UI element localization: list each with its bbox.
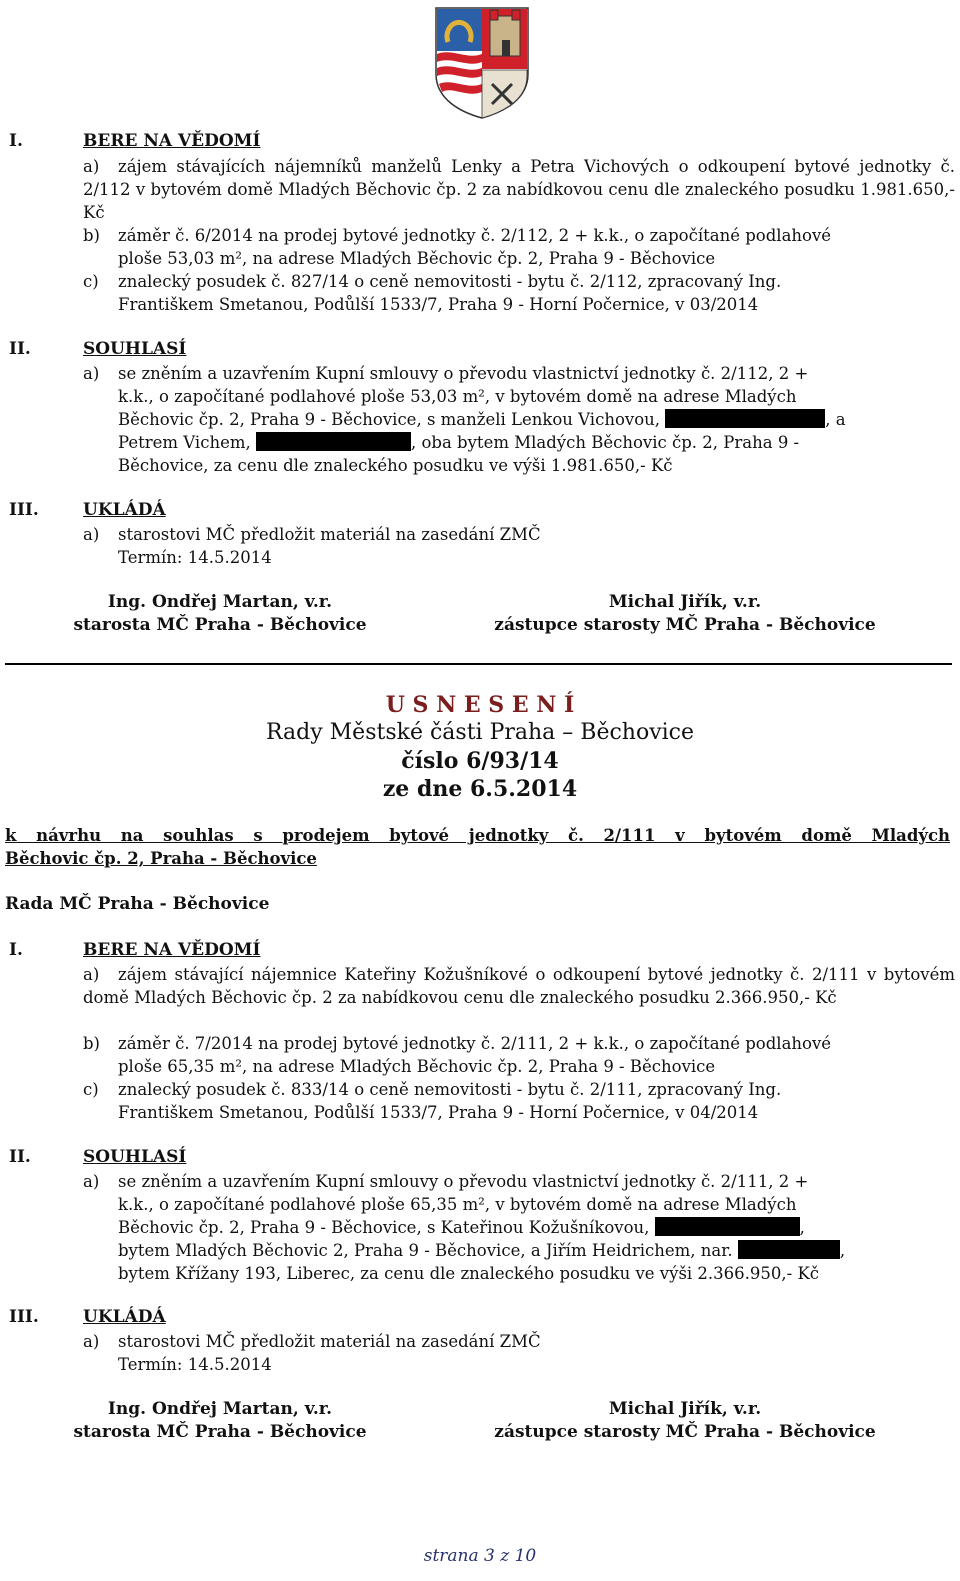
redaction-bar	[256, 432, 411, 451]
list-item	[83, 1330, 955, 1353]
item-text: záměr č. 6/2014 na prodej bytové jednotky č. 2/112, 2 + k.k., o započítané podlahové	[118, 226, 832, 245]
section-title: BERE NA VĚDOMÍ	[83, 940, 261, 960]
item-text: ploše 53,03 m², na adrese Mladých Běchovic čp. 2, Praha 9 - Běchovice	[118, 249, 716, 268]
item-label: a)	[83, 965, 100, 984]
signature-role: zástupce starosty MČ Praha - Běchovice	[494, 615, 876, 635]
item-text-part: ,	[799, 1218, 805, 1237]
redaction-bar	[738, 1240, 840, 1259]
list-item	[83, 1078, 955, 1101]
signature-name: Michal Jiřík, v.r.	[608, 592, 762, 612]
item-text: starostovi MČ předložit materiál na zasedání ZMČ	[118, 1332, 541, 1351]
section-number: III.	[9, 500, 39, 520]
item-text	[118, 1216, 955, 1239]
section-number: II.	[9, 339, 31, 359]
list-item	[83, 270, 955, 293]
item-text-part: bytem Mladých Běchovic 2, Praha 9 - Běchovice, a Jiřím Heidrichem, nar.	[118, 1241, 733, 1260]
list-item	[83, 362, 955, 385]
item-label: c)	[83, 1080, 99, 1099]
item-text: ploše 65,35 m², na adrese Mladých Běchovic čp. 2, Praha 9 - Běchovice	[118, 1057, 716, 1076]
item-label: a)	[83, 1332, 100, 1351]
signature-name: Ing. Ondřej Martan, v.r.	[107, 1399, 333, 1419]
list-item	[83, 523, 955, 546]
redaction-bar	[655, 1217, 800, 1236]
item-text: záměr č. 7/2014 na prodej bytové jednotky č. 2/111, 2 + k.k., o započítané podlahové	[118, 1034, 832, 1053]
item-text: znalecký posudek č. 827/14 o ceně nemovitosti - bytu č. 2/112, zpracovaný Ing.	[118, 272, 782, 291]
council-name: Rada MČ Praha - Běchovice	[5, 894, 270, 914]
item-text	[118, 1239, 955, 1262]
item-text: se zněním a uzavřením Kupní smlouvy o převodu vlastnictví jednotky č. 2/111, 2 +	[118, 1172, 809, 1191]
section-title: SOUHLASÍ	[83, 339, 187, 359]
resolution-heading: U S N E S E N Í	[385, 692, 575, 718]
coat-of-arms-icon	[432, 4, 532, 120]
item-text: zájem stávajících nájemníků manželů Lenky a Petra Vichových o odkoupení bytové jednotky č. 2/112 v bytovém domě Mladých Běchovic čp. 2 za nabídkovou cenu dle znaleckého posudku 1.981.650,- Kč	[83, 157, 955, 222]
resolution-number: číslo 6/93/14	[401, 748, 559, 774]
signature-role: starosta MČ Praha - Běchovice	[73, 615, 367, 635]
item-text: Františkem Smetanou, Podůlší 1533/7, Praha 9 - Horní Počernice, v 04/2014	[118, 1103, 759, 1122]
item-text-part: Petrem Vichem,	[118, 433, 251, 452]
resolution-date: ze dne 6.5.2014	[382, 776, 578, 802]
item-text: se zněním a uzavřením Kupní smlouvy o převodu vlastnictví jednotky č. 2/112, 2 +	[118, 364, 809, 383]
signature-name: Michal Jiřík, v.r.	[608, 1399, 762, 1419]
deadline: Termín: 14.5.2014	[118, 548, 272, 567]
item-label: b)	[83, 1034, 100, 1053]
item-label: a)	[83, 525, 100, 544]
item-label: a)	[83, 157, 100, 176]
item-text: k.k., o započítané podlahové ploše 65,35 m², v bytovém domě na adrese Mladých	[118, 1195, 797, 1214]
item-text-part: , a	[825, 410, 846, 429]
signature-role: starosta MČ Praha - Běchovice	[73, 1422, 367, 1442]
section-title: UKLÁDÁ	[83, 1307, 166, 1327]
redaction-bar	[665, 409, 825, 428]
item-text: starostovi MČ předložit materiál na zasedání ZMČ	[118, 525, 541, 544]
item-text	[118, 431, 955, 454]
list-item	[83, 224, 955, 247]
resolution-subject: Běchovic čp. 2, Praha - Běchovice	[5, 849, 317, 868]
item-text: k.k., o započítané podlahové ploše 53,03 m², v bytovém domě na adrese Mladých	[118, 387, 797, 406]
item-label: c)	[83, 272, 99, 291]
item-text: Běchovice, za cenu dle znaleckého posudku ve výši 1.981.650,- Kč	[118, 456, 673, 475]
divider	[5, 663, 952, 665]
item-label: a)	[83, 364, 100, 383]
section-number: III.	[9, 1307, 39, 1327]
signature-role: zástupce starosty MČ Praha - Běchovice	[494, 1422, 876, 1442]
page-number: strana 3 z 10	[423, 1546, 537, 1566]
item-text-part: Běchovic čp. 2, Praha 9 - Běchovice, s manželi Lenkou Vichovou,	[118, 410, 661, 429]
list-item	[83, 155, 955, 224]
item-text	[118, 408, 955, 431]
item-text-part: ,	[839, 1241, 846, 1260]
item-text-part: Běchovic čp. 2, Praha 9 - Běchovice, s Kateřinou Kožušníkovou,	[118, 1218, 650, 1237]
item-text: bytem Křížany 193, Liberec, za cenu dle znaleckého posudku ve výši 2.366.950,- Kč	[118, 1264, 820, 1283]
list-item	[83, 963, 955, 1009]
item-text: zájem stávající nájemnice Kateřiny Kožušníkové o odkoupení bytové jednotky č. 2/111 v bytovém domě Mladých Běchovic čp. 2 za nabídkovou cenu dle znaleckého posudku 2.366.950,- Kč	[83, 965, 955, 1007]
section-title: BERE NA VĚDOMÍ	[83, 131, 261, 151]
section-number: I.	[9, 131, 23, 151]
list-item	[83, 1032, 955, 1055]
section-number: II.	[9, 1147, 31, 1167]
list-item	[83, 1170, 955, 1193]
deadline: Termín: 14.5.2014	[118, 1355, 272, 1374]
resolution-subject: k návrhu na souhlas s prodejem bytové jednotky č. 2/111 v bytovém domě Mladých	[5, 826, 950, 845]
resolution-subheading: Rady Městské části Praha – Běchovice	[265, 720, 695, 745]
item-text-part: , oba bytem Mladých Běchovic čp. 2, Praha 9 -	[410, 433, 800, 452]
item-text: Františkem Smetanou, Podůlší 1533/7, Praha 9 - Horní Počernice, v 03/2014	[118, 295, 759, 314]
section-title: SOUHLASÍ	[83, 1147, 187, 1167]
item-text: znalecký posudek č. 833/14 o ceně nemovitosti - bytu č. 2/111, zpracovaný Ing.	[118, 1080, 782, 1099]
signature-name: Ing. Ondřej Martan, v.r.	[107, 592, 333, 612]
item-label: a)	[83, 1172, 100, 1191]
section-number: I.	[9, 940, 23, 960]
item-label: b)	[83, 226, 100, 245]
section-title: UKLÁDÁ	[83, 500, 166, 520]
